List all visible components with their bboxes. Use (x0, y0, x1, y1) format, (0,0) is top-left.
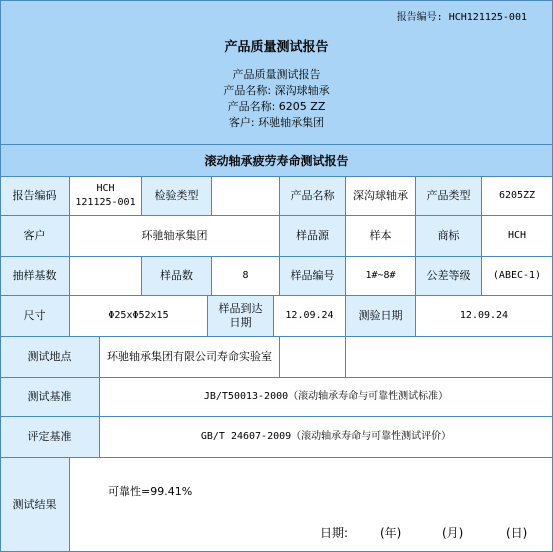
date-label: 日期: (320, 526, 349, 540)
test-location-label: 测试地点 (0, 337, 100, 378)
test-date-label: 测验日期 (346, 296, 416, 337)
section-title: 滚动轴承疲劳寿命测试报告 (0, 145, 553, 177)
report-no-value: HCH 121125-001 (70, 177, 142, 216)
tolerance-label: 公差等级 (416, 257, 482, 296)
report-number: 报告编号: HCH121125-001 (396, 12, 527, 23)
tolerance-value: (ABEC-1) (482, 257, 553, 296)
test-result-label: 测试结果 (0, 458, 70, 552)
date-day: (日) (506, 526, 528, 540)
size-label: 尺寸 (0, 296, 70, 337)
sample-count-value: 8 (212, 257, 280, 296)
brand-value: HCH (482, 216, 553, 257)
arrival-date-label: 样品到达日期 (208, 296, 274, 337)
empty-cell (346, 337, 553, 378)
subtitle-line: 产品名称: 深沟球轴承 (223, 84, 330, 97)
product-type-value: 6205ZZ (482, 177, 553, 216)
subtitle-line: 客户: 环驰轴承集团 (228, 116, 325, 129)
subtitle-line: 产品质量测试报告 (232, 68, 321, 81)
customer-label: 客户 (0, 216, 70, 257)
sample-no-label: 样品编号 (280, 257, 346, 296)
size-value: Φ25xΦ52x15 (70, 296, 208, 337)
sample-source-label: 样品源 (280, 216, 346, 257)
sample-source-value: 样本 (346, 216, 416, 257)
inspect-type-value (212, 177, 280, 216)
date-year: (年) (380, 526, 402, 540)
sample-base-value (70, 257, 142, 296)
test-location-value: 环驰轴承集团有限公司寿命实验室 (100, 337, 280, 378)
product-name-label: 产品名称 (280, 177, 346, 216)
test-result-cell (70, 458, 553, 552)
report-title: 产品质量测试报告 (224, 40, 329, 55)
brand-label: 商标 (416, 216, 482, 257)
evaluation-basis-label: 评定基准 (0, 417, 100, 458)
report-no-label: 报告编码 (0, 177, 70, 216)
product-type-label: 产品类型 (416, 177, 482, 216)
inspect-type-label: 检验类型 (142, 177, 212, 216)
test-basis-value: JB/T50013-2000（滚动轴承寿命与可靠性测试标准） (100, 378, 553, 417)
test-date-value: 12.09.24 (416, 296, 553, 337)
customer-value: 环驰轴承集团 (70, 216, 280, 257)
test-basis-label: 测试基准 (0, 378, 100, 417)
subtitle-line: 产品名称: 6205 ZZ (227, 100, 326, 113)
sample-base-label: 抽样基数 (0, 257, 70, 296)
sample-count-label: 样品数 (142, 257, 212, 296)
product-name-value: 深沟球轴承 (346, 177, 416, 216)
evaluation-basis-value: GB/T 24607-2009（滚动轴承寿命与可靠性测试评价） (100, 417, 553, 458)
arrival-date-value: 12.09.24 (274, 296, 346, 337)
result-value: 可靠性=99.41% (108, 485, 193, 498)
date-month: (月) (442, 526, 464, 540)
sample-no-value: 1#~8# (346, 257, 416, 296)
empty-cell (280, 337, 346, 378)
